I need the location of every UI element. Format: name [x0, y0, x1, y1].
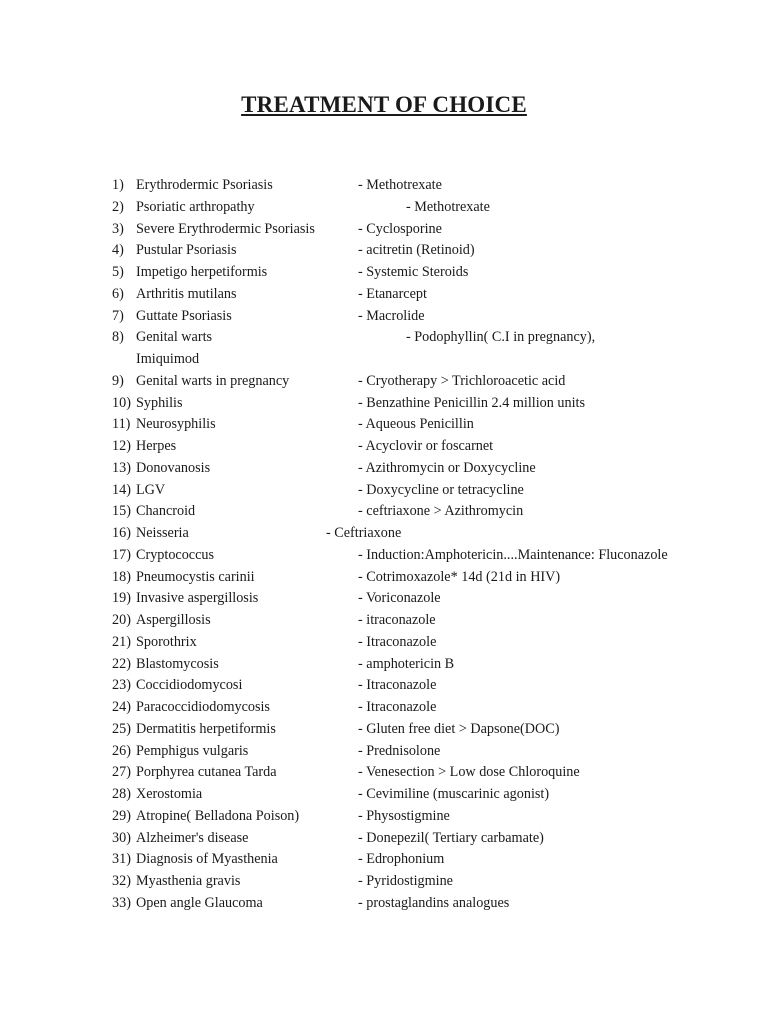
treatment-text: - Itraconazole — [358, 699, 437, 715]
list-item — [0, 873, 768, 895]
item-number: 10) — [112, 394, 131, 411]
condition-text: Paracoccidiodomycosis — [136, 699, 270, 715]
list-item — [0, 264, 768, 286]
list-item — [0, 786, 768, 808]
list-item — [0, 677, 768, 699]
treatment-text: - Benzathine Penicillin 2.4 million units — [358, 394, 585, 411]
list-item — [0, 351, 768, 373]
list-item — [0, 482, 768, 504]
treatment-text: - Aqueous Penicillin — [358, 416, 474, 433]
condition-text: Atropine( Belladona Poison) — [136, 807, 300, 824]
condition-text: Invasive aspergillosis — [136, 590, 259, 607]
list-item — [0, 808, 768, 830]
list-item — [0, 721, 768, 743]
condition-text: Erythrodermic Psoriasis — [136, 177, 273, 193]
treatment-text: - Itraconazole — [358, 677, 437, 694]
list-item — [0, 242, 768, 264]
condition-text: Genital warts in pregnancy — [136, 372, 290, 389]
list-item — [0, 569, 768, 591]
item-number: 14) — [112, 481, 131, 498]
treatment-text: - Donepezil( Tertiary carbamate) — [358, 829, 544, 846]
list-item — [0, 547, 768, 569]
treatment-text: - Acyclovir or foscarnet — [358, 438, 494, 454]
condition-text: Syphilis — [136, 394, 183, 411]
treatment-text: - Edrophonium — [358, 851, 445, 868]
list-item — [0, 895, 768, 917]
treatment-text: - Cryotherapy > Trichloroacetic acid — [358, 372, 566, 389]
treatment-text: - Pyridostigmine — [358, 873, 453, 889]
list-item — [0, 830, 768, 852]
item-number: 31) — [112, 851, 131, 868]
treatment-text: - Azithromycin or Doxycycline — [358, 459, 536, 476]
condition-text: Pneumocystis carinii — [136, 568, 255, 585]
condition-text: Porphyrea cutanea Tarda — [136, 764, 277, 781]
condition-text: Severe Erythrodermic Psoriasis — [136, 220, 315, 237]
condition-text: Aspergillosis — [136, 612, 211, 628]
condition-text: Neisseria — [136, 525, 189, 541]
list-item — [0, 460, 768, 482]
treatment-text: - amphotericin B — [358, 655, 455, 672]
treatment-text: - Cotrimoxazole* 14d (21d in HIV) — [358, 568, 561, 585]
treatment-text: - Cyclosporine — [358, 220, 442, 237]
treatment-text: - Gluten free diet > Dapsone(DOC) — [358, 720, 560, 737]
list-item — [0, 851, 768, 873]
condition-text: Pustular Psoriasis — [136, 242, 237, 259]
item-number: 4) — [112, 242, 124, 259]
condition-text: LGV — [136, 481, 166, 498]
item-number: 25) — [112, 720, 131, 737]
item-number: 12) — [112, 438, 131, 454]
treatment-text: - Etanarcept — [358, 285, 427, 302]
condition-text: Neurosyphilis — [136, 416, 216, 433]
treatment-text: - Prednisolone — [358, 742, 441, 759]
item-number: 22) — [112, 655, 131, 672]
item-number: 32) — [112, 873, 131, 889]
treatment-text: - ceftriaxone > Azithromycin — [358, 503, 524, 520]
list-item — [0, 525, 768, 547]
list-item — [0, 503, 768, 525]
item-number: 2) — [112, 198, 124, 215]
item-number: 21) — [112, 633, 131, 650]
item-number: 1) — [112, 177, 124, 193]
treatment-text: - itraconazole — [358, 612, 436, 628]
condition-text: Cryptococcus — [136, 546, 215, 563]
list-item — [0, 373, 768, 395]
item-number: 17) — [112, 546, 131, 563]
item-number: 7) — [112, 307, 124, 324]
condition-text: Diagnosis of Myasthenia — [136, 851, 278, 868]
list-item — [0, 286, 768, 308]
item-number: 24) — [112, 699, 131, 715]
item-number: 19) — [112, 590, 131, 607]
list-item — [0, 764, 768, 786]
list-item — [0, 221, 768, 243]
condition-text: Blastomycosis — [136, 655, 219, 672]
treatment-text: - Physostigmine — [358, 807, 450, 824]
list-item — [0, 699, 768, 721]
condition-text: Donovanosis — [136, 459, 211, 476]
item-number: 26) — [112, 742, 131, 759]
condition-text: Sporothrix — [136, 633, 197, 650]
condition-text: Guttate Psoriasis — [136, 307, 232, 324]
list-item — [0, 634, 768, 656]
item-number: 30) — [112, 829, 131, 846]
treatment-text: - Venesection > Low dose Chloroquine — [358, 764, 580, 781]
treatment-text: - Methotrexate — [358, 177, 442, 193]
item-number: 33) — [112, 894, 131, 911]
item-number: 18) — [112, 568, 131, 585]
item-number: 11) — [112, 416, 131, 433]
item-number: 15) — [112, 503, 131, 520]
treatment-text: - Voriconazole — [358, 590, 441, 607]
item-number: 23) — [112, 677, 131, 694]
item-number: 9) — [112, 372, 124, 389]
item-number: 6) — [112, 285, 124, 302]
list-item — [0, 612, 768, 634]
condition-text: Myasthenia gravis — [136, 873, 241, 889]
condition-text: Alzheimer's disease — [136, 829, 249, 846]
item-number: 3) — [112, 220, 124, 237]
condition-text: Pemphigus vulgaris — [136, 742, 249, 759]
list-item — [0, 743, 768, 765]
list-item — [0, 177, 768, 199]
treatment-text: - prostaglandins analogues — [358, 894, 510, 911]
page-title: TREATMENT OF CHOICE — [241, 92, 527, 117]
treatment-text: - Cevimiline (muscarinic agonist) — [358, 786, 550, 802]
treatment-text: - Doxycycline or tetracycline — [358, 481, 524, 498]
treatment-text: - Itraconazole — [358, 633, 437, 650]
treatment-text: - Systemic Steroids — [358, 264, 469, 280]
list-item — [0, 199, 768, 221]
list-item — [0, 395, 768, 417]
item-number: 27) — [112, 764, 131, 781]
item-number: 29) — [112, 807, 131, 824]
condition-text: Dermatitis herpetiformis — [136, 720, 276, 737]
list-item — [0, 329, 768, 351]
treatment-text: - acitretin (Retinoid) — [358, 242, 475, 259]
treatment-text: - Ceftriaxone — [326, 525, 402, 541]
list-item — [0, 590, 768, 612]
condition-text: Open angle Glaucoma — [136, 894, 263, 911]
condition-text: Herpes — [136, 438, 177, 454]
condition-text: Arthritis mutilans — [136, 285, 237, 302]
treatment-text: - Podophyllin( C.I in pregnancy), — [406, 329, 596, 346]
condition-text: Impetigo herpetiformis — [136, 264, 268, 280]
condition-text: Genital warts — [136, 329, 213, 346]
condition-text: Coccidiodomycosi — [136, 677, 243, 694]
item-number: 8) — [112, 329, 124, 346]
item-number: 28) — [112, 786, 131, 802]
treatment-text: - Induction:Amphotericin....Maintenance: Fluconazole — [358, 546, 668, 563]
list-item — [0, 416, 768, 438]
item-number: 20) — [112, 612, 131, 628]
treatment-text: - Methotrexate — [406, 198, 490, 215]
item-number: 5) — [112, 264, 124, 280]
list-item — [0, 438, 768, 460]
condition-text: Imiquimod — [136, 351, 200, 367]
condition-text: Psoriatic arthropathy — [136, 198, 255, 215]
item-number: 13) — [112, 459, 131, 476]
condition-text: Chancroid — [136, 503, 196, 520]
list-item — [0, 656, 768, 678]
item-number: 16) — [112, 525, 131, 541]
condition-text: Xerostomia — [136, 786, 203, 802]
list-item — [0, 308, 768, 330]
treatment-text: - Macrolide — [358, 307, 425, 324]
